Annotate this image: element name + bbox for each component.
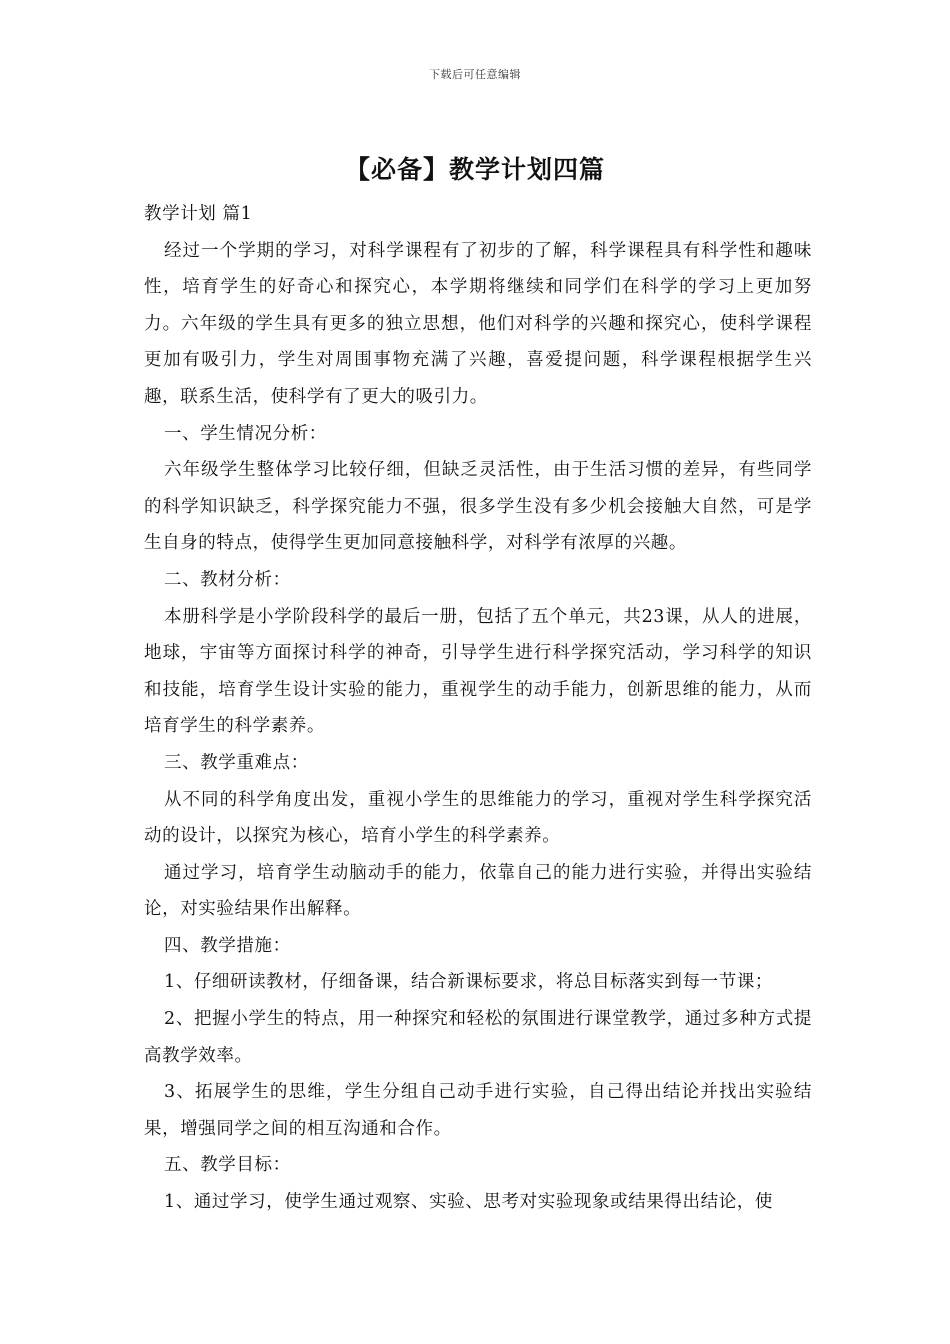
list-item: 1、通过学习，使学生通过观察、实验、思考对实验现象或结果得出结论，使: [164, 1192, 774, 1213]
section-heading-key-points: 三、教学重难点：: [164, 752, 309, 773]
body-paragraph: 从不同的科学角度出发，重视小学生的思维能力的学习，重视对学生科学探究活动的设计，以探究为核心，培育小学生的科学素养。: [144, 789, 812, 847]
section-heading-measures: 四、教学措施：: [164, 935, 291, 956]
body-paragraph: 六年级学生整体学习比较仔细，但缺乏灵活性，由于生活习惯的差异，有些同学的科学知识缺乏，科学探究能力不强，很多学生没有多少机会接触大自然，可是学生自身的特点，使得学生更加同意接触科学，对科学有浓厚的兴趣。: [144, 460, 812, 554]
body-paragraph: 通过学习，培育学生动脑动手的能力，依靠自己的能力进行实验，并得出实验结论，对实验结果作出解释。: [144, 862, 812, 920]
document-body: [144, 196, 812, 1221]
list-item: 3、拓展学生的思维，学生分组自己动手进行实验，自己得出结论并找出实验结果，增强同学之间的相互沟通和合作。: [144, 1082, 812, 1139]
body-paragraph: 经过一个学期的学习，对科学课程有了初步的了解，科学课程具有科学性和趣味性，培育学生的好奇心和探究心，本学期将继续和同学们在科学的学习上更加努力。六年级的学生具有更多的独立思想，他们对科学的兴趣和探究心，使科学课程更加有吸引力，学生对周围事物充满了兴趣，喜爱提问题，科学课程根据学生兴趣，联系生活，使科学有了更大的吸引力。: [144, 240, 812, 407]
section-heading-goals: 五、教学目标：: [164, 1155, 291, 1176]
document-title: 【必备】教学计划四篇: [344, 155, 605, 184]
header-note: 下载后可任意编辑: [429, 68, 521, 81]
list-item: 2、把握小学生的特点，用一种探究和轻松的氛围进行课堂教学，通过多种方式提高教学效率。: [144, 1009, 812, 1066]
section-heading-student-analysis: 一、学生情况分析：: [164, 423, 327, 444]
subheading-plan-1: 教学计划 篇1: [144, 204, 253, 224]
body-paragraph: 本册科学是小学阶段科学的最后一册，包括了五个单元，共23课，从人的进展，地球，宇宙等方面探讨科学的神奇，引导学生进行科学探究活动，学习科学的知识和技能，培育学生设计实验的能力，重视学生的动手能力，创新思维的能力，从而培育学生的科学素养。: [144, 606, 812, 737]
list-item: 1、仔细研读教材，仔细备课，结合新课标要求，将总目标落实到每一节课；: [164, 972, 774, 993]
section-heading-textbook-analysis: 二、教材分析：: [164, 569, 291, 590]
